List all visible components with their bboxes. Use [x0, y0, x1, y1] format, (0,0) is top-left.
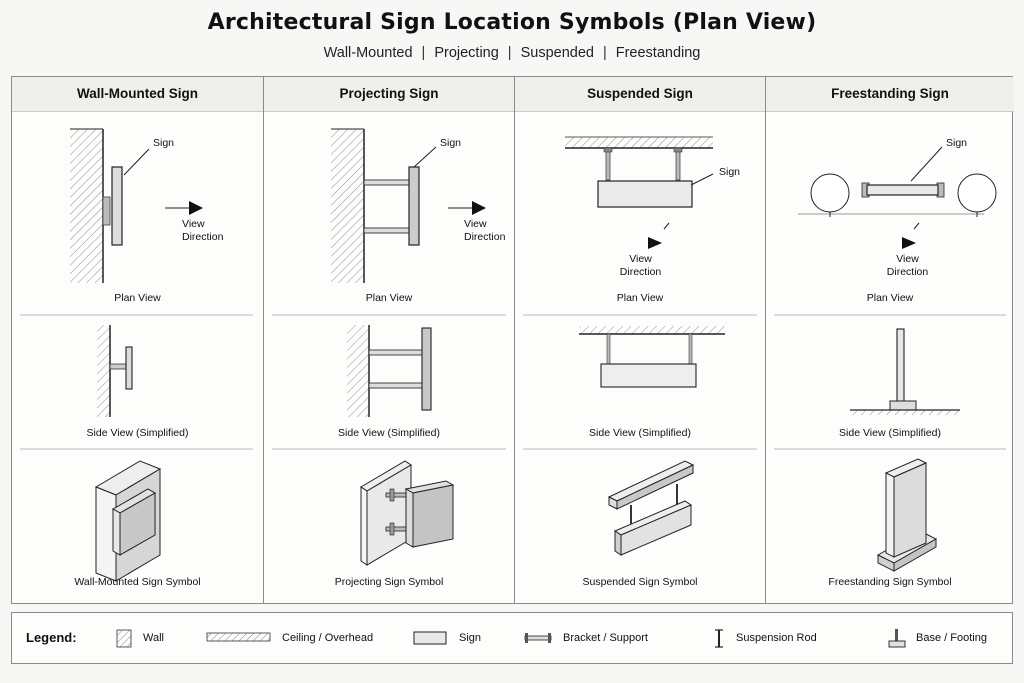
- sign-icon: [598, 181, 692, 207]
- suspension-rod-icon: [606, 148, 610, 180]
- wall-mounted-sign-symbol-icon: [96, 461, 160, 581]
- bracket-legend-icon: [525, 633, 551, 643]
- view-direction-arrow: [914, 223, 919, 229]
- legend-title: Legend:: [26, 630, 77, 645]
- sign-icon: [897, 329, 904, 401]
- legend-item-base: Base / Footing: [916, 632, 987, 644]
- rod-clamp: [674, 148, 682, 152]
- suspension-rod-icon: [676, 148, 680, 180]
- view-direction-word: Direction: [886, 265, 929, 278]
- sign-legend-icon: [414, 632, 446, 644]
- ceiling-legend-icon: [207, 633, 270, 641]
- view-direction-word: Direction: [619, 265, 662, 278]
- arrow-head-icon: [648, 237, 662, 249]
- subtitle-separator: |: [507, 45, 512, 61]
- base-legend-icon: [889, 629, 905, 647]
- view-direction-word: Direction: [182, 230, 224, 243]
- column-header: Wall-Mounted Sign: [12, 77, 263, 112]
- legend-item-ceiling: Ceiling / Overhead: [282, 632, 374, 644]
- arrow-head-icon: [189, 201, 203, 215]
- wall-icon: [97, 325, 110, 417]
- legend-item-sign: Sign: [459, 632, 482, 644]
- bracket-icon: [364, 228, 409, 233]
- leader-line: [911, 147, 942, 181]
- column-suspended: [514, 77, 765, 603]
- freestanding-drawings: [766, 77, 1015, 605]
- wall-legend-icon: [117, 630, 131, 647]
- column-wall-mounted: [12, 77, 263, 603]
- suspension-rod-legend-icon: [715, 630, 723, 647]
- base-icon: [890, 401, 916, 410]
- subtitle-item: Wall-Mounted: [323, 45, 413, 61]
- sign-icon: [601, 364, 696, 387]
- column-projecting: [263, 77, 514, 603]
- subtitle-item: Suspended: [520, 45, 594, 61]
- sign-icon: [422, 328, 431, 410]
- bracket-icon: [110, 364, 126, 369]
- plan-view-caption: Plan View: [114, 292, 161, 304]
- suspension-rod-icon: [607, 334, 610, 364]
- wall-icon: [347, 325, 369, 417]
- subtitle-separator: |: [602, 45, 607, 61]
- projecting-drawings: [264, 77, 515, 605]
- column-header: Suspended Sign: [515, 77, 765, 112]
- view-direction-word: View: [629, 253, 652, 265]
- rod-clamp: [604, 148, 612, 152]
- side-view-caption: Side View (Simplified): [589, 427, 691, 439]
- sign-label: Sign: [153, 137, 175, 149]
- page-title: Architectural Sign Location Symbols (Plan View): [207, 10, 817, 35]
- suspension-rod-icon: [689, 334, 692, 364]
- ceiling-icon: [579, 326, 725, 334]
- side-view-caption: Side View (Simplified): [338, 427, 440, 439]
- column-header: Freestanding Sign: [766, 77, 1014, 112]
- view-direction-label: [464, 218, 505, 243]
- side-view-caption: Side View (Simplified): [86, 427, 189, 439]
- sign-icon: [112, 167, 122, 245]
- ceiling-icon: [565, 137, 713, 148]
- wall-mounted-drawings: [12, 77, 263, 605]
- symbol-caption: Wall-Mounted Sign Symbol: [74, 576, 201, 588]
- suspended-sign-symbol-icon: [609, 461, 693, 555]
- view-direction-word: View: [464, 218, 487, 230]
- sign-label: Sign: [946, 137, 968, 149]
- bracket-icon: [369, 383, 422, 388]
- column-freestanding: [765, 77, 1014, 603]
- symbol-table: [11, 76, 1013, 604]
- leader-line: [691, 174, 713, 185]
- suspended-drawings: [515, 77, 766, 605]
- wall-icon: [70, 129, 103, 283]
- view-direction-word: View: [182, 218, 205, 230]
- sign-icon: [409, 167, 419, 245]
- sign-icon: [867, 185, 938, 195]
- plan-view-caption: Plan View: [616, 292, 664, 304]
- symbol-caption: Projecting Sign Symbol: [334, 576, 444, 588]
- plan-view-caption: Plan View: [365, 292, 413, 304]
- plan-view-caption: Plan View: [866, 292, 914, 304]
- bracket-icon: [103, 197, 110, 225]
- side-view-caption: Side View (Simplified): [839, 427, 941, 439]
- arrow-head-icon: [472, 201, 486, 215]
- view-direction-label: [766, 253, 1024, 278]
- sign-icon: [126, 347, 132, 389]
- leader-line: [124, 149, 149, 175]
- projecting-sign-symbol-icon: [361, 461, 453, 565]
- sign-label: Sign: [719, 166, 741, 178]
- bracket-icon: [369, 350, 422, 355]
- view-direction-arrow: [664, 223, 669, 229]
- freestanding-sign-symbol-icon: [878, 459, 936, 571]
- legend-item-bracket: Bracket / Support: [563, 632, 648, 644]
- subtitle-separator: |: [421, 45, 426, 61]
- wall-icon: [331, 129, 364, 283]
- symbol-caption: Freestanding Sign Symbol: [828, 576, 952, 588]
- view-direction-label: [182, 218, 223, 243]
- subtitle: [0, 45, 1024, 61]
- column-header: Projecting Sign: [264, 77, 514, 112]
- symbol-caption: Suspended Sign Symbol: [582, 576, 698, 588]
- arrow-head-icon: [902, 237, 916, 249]
- legend-item-wall: Wall: [143, 632, 164, 644]
- view-direction-word: Direction: [464, 230, 506, 243]
- subtitle-item: Freestanding: [615, 45, 701, 61]
- tree-icon: [958, 174, 996, 212]
- sign-label: Sign: [440, 137, 462, 149]
- legend: [11, 612, 1013, 664]
- view-direction-word: View: [896, 253, 919, 265]
- leader-line: [414, 147, 436, 167]
- subtitle-item: Projecting: [434, 45, 499, 61]
- tree-icon: [811, 174, 849, 212]
- bracket-icon: [364, 180, 409, 185]
- legend-item-suspension-rod: Suspension Rod: [736, 632, 817, 644]
- view-direction-label: [515, 253, 766, 278]
